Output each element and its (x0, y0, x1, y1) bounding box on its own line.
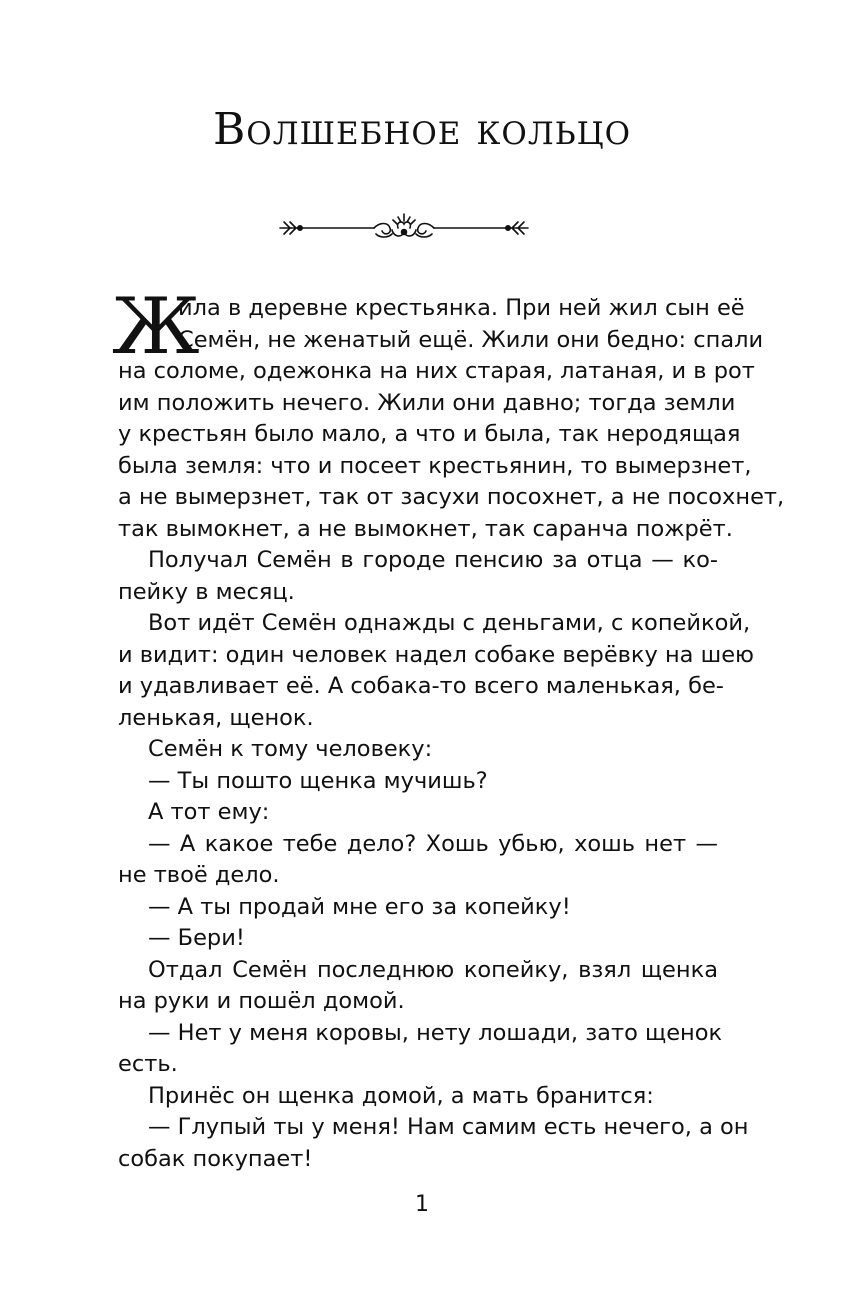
text-line: Вот идёт Семён однажды с деньгами, с копейкой, (148, 610, 751, 636)
text-line: есть. (118, 1051, 178, 1077)
text-line: пейку в месяц. (118, 578, 295, 605)
text-line: А тот ему: (148, 799, 270, 825)
text-line: так вымокнет, а не вымокнет, так саранча пожрёт. (118, 515, 733, 542)
text-line: у крестьян было мало, а что и была, так неродящая (118, 421, 741, 447)
text-line: ила в деревне крестьянка. При ней жил сын её (178, 295, 745, 321)
text-line: Семён к тому человеку: (148, 736, 433, 762)
text-line: на руки и пошёл домой. (118, 988, 405, 1014)
text-line: — А какое тебе дело? Хошь убью, хошь нет — (148, 830, 718, 857)
story-text (112, 282, 785, 1175)
text-line: Семён, не женатый ещё. Жили они бедно: спали (178, 326, 764, 353)
text-line: — Бери! (148, 925, 245, 951)
text-line: и удавливает её. А собака-то всего маленькая, бе- (118, 673, 724, 699)
text-line: Получал Семён в городе пенсию за отца — ко- (148, 547, 718, 573)
drop-cap: Ж (112, 282, 200, 372)
text-line: а не вымерзнет, так от засухи посохнет, а не посохнет, (118, 484, 785, 510)
text-line: на соломе, одежонка на них старая, латаная, и в рот (118, 358, 755, 384)
chapter-title: Волшебное кольцо (212, 104, 632, 155)
text-line: — А ты продай мне его за копейку! (148, 893, 571, 920)
text-line: не твоё дело. (118, 862, 280, 888)
text-line: — Ты пошто щенка мучишь? (148, 767, 488, 794)
ornament-divider-icon (276, 208, 532, 248)
text-line: ленькая, щенок. (118, 704, 314, 731)
text-line: — Глупый ты у меня! Нам самим есть нечего, а он (148, 1114, 749, 1140)
text-line: была земля: что и посеет крестьянин, то вымерзнет, (118, 452, 752, 479)
text-line: Отдал Семён последнюю копейку, взял щенка (148, 956, 718, 983)
text-line: собак покупает! (118, 1145, 313, 1172)
text-line: Принёс он щенка домой, а мать бранится: (148, 1082, 654, 1109)
page-number: 1 (415, 1192, 429, 1217)
text-line: им положить нечего. Жили они давно; тогда земли (118, 389, 736, 416)
text-line: — Нет у меня коровы, нету лошади, зато щенок (148, 1019, 723, 1046)
text-line: и видит: один человек надел собаке верёвку на шею (118, 641, 754, 668)
